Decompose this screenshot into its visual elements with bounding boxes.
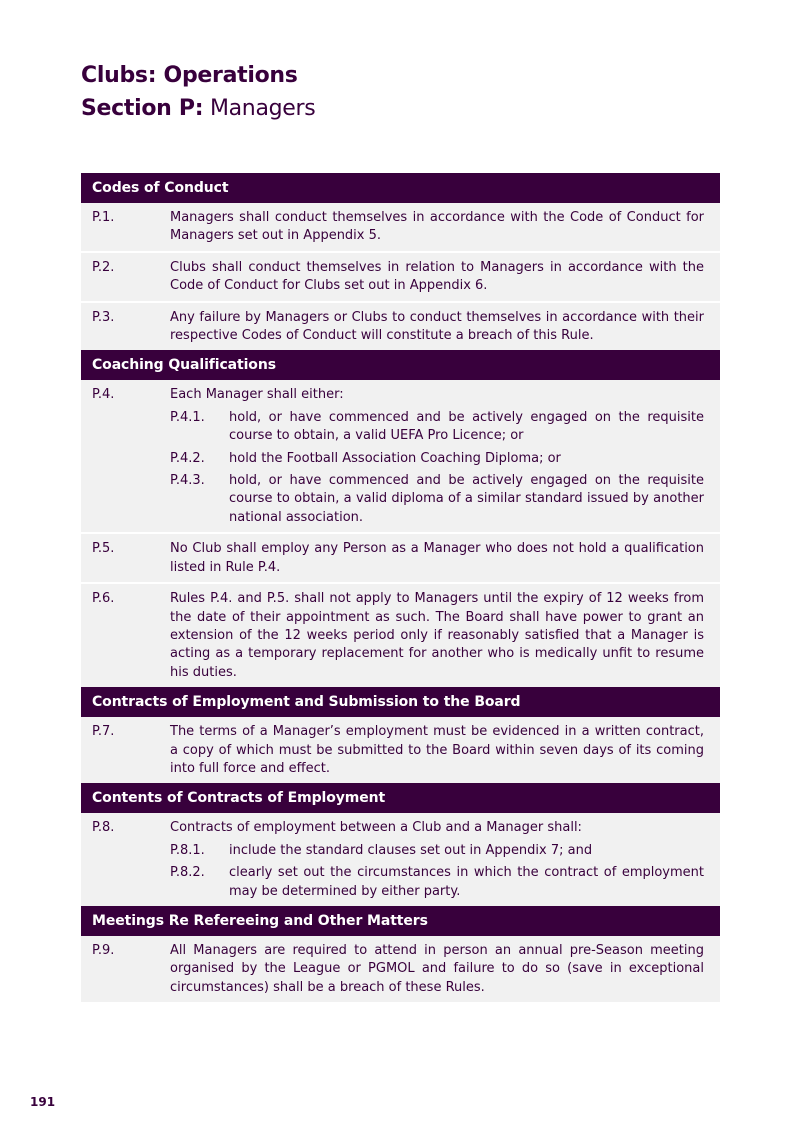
rule-row — [81, 532, 720, 582]
section-heading: Codes of Conduct — [81, 173, 720, 203]
rule-row — [81, 380, 720, 532]
rule-text: No Club shall employ any Person as a Manager who does not hold a qualification listed in Rule P.4. — [170, 541, 704, 575]
page-number: 191 — [30, 1095, 56, 1109]
rule-text: The terms of a Manager’s employment must be evidenced in a written contract, a copy of which must be submitted to the Board within seven days of its coming into full force and effect. — [170, 724, 704, 776]
sub-rule-number: P.8.1. — [170, 842, 205, 858]
rule-number: P.9. — [92, 942, 115, 958]
rule-number: P.4. — [92, 387, 115, 403]
sub-rule-text: hold, or have commenced and be actively engaged on the requisite course to obtain, a valid diploma of a similar standard issued by another national association. — [229, 473, 704, 525]
section-heading: Coaching Qualifications — [81, 350, 720, 380]
sub-rule — [170, 472, 704, 527]
rule-text: All Managers are required to attend in person an annual pre-Season meeting organised by the League or PGMOL and failure to do so (save in exceptional circumstances) shall be a breach of these Rules. — [170, 942, 704, 995]
section-label: Section P: — [81, 96, 204, 121]
rule-row — [81, 251, 720, 301]
title-chapter: Clubs: Operations — [81, 63, 298, 88]
rule-row — [81, 203, 720, 251]
sub-rule-number: P.4.1. — [170, 409, 205, 425]
rule-number: P.8. — [92, 820, 115, 836]
sub-rule — [170, 842, 704, 860]
section-contents-of-contracts — [81, 783, 720, 906]
sub-rule-number: P.8.2. — [170, 865, 205, 881]
section-name: Managers — [209, 96, 316, 121]
rule-number: P.6. — [92, 591, 115, 607]
rule-text: Contracts of employment between a Club and a Manager shall: — [170, 820, 582, 836]
section-heading: Contents of Contracts of Employment — [81, 783, 720, 813]
sub-rule-text: hold, or have commenced and be actively engaged on the requisite course to obtain, a valid UEFA Pro Licence; or — [229, 409, 704, 444]
section-codes-of-conduct — [81, 173, 720, 350]
section-meetings-refereeing — [81, 906, 720, 1002]
sub-rule-text: clearly set out the circumstances in which the contract of employment may be determined by either party. — [229, 865, 704, 899]
rule-row — [81, 717, 720, 783]
rules-table — [81, 173, 720, 1002]
rule-number: P.1. — [92, 210, 115, 225]
rule-row — [81, 936, 720, 1002]
rule-text: Managers shall conduct themselves in accordance with the Code of Conduct for Managers set out in Appendix 5. — [170, 210, 704, 244]
sub-rule-number: P.4.3. — [170, 473, 205, 489]
title-section — [81, 92, 315, 126]
sub-rule — [170, 409, 704, 446]
section-coaching-qualifications — [81, 350, 720, 687]
sub-rule-text: hold the Football Association Coaching Diploma; or — [229, 450, 561, 466]
rule-row — [81, 301, 720, 351]
rule-number: P.3. — [92, 309, 115, 325]
sub-rule — [170, 450, 704, 468]
sub-rule-text: include the standard clauses set out in Appendix 7; and — [229, 842, 593, 858]
rule-text: Rules P.4. and P.5. shall not apply to Managers until the expiry of 12 weeks from the date of their appointment as such. The Board shall have power to grant an extension of the 12 weeks period only if reasonably satisfied that a Manager is acting as a temporary replacement for another who is medically unfit to resume his duties. — [170, 591, 704, 680]
rule-number: P.2. — [92, 259, 115, 275]
rule-row — [81, 813, 720, 906]
section-contracts-submission — [81, 687, 720, 783]
sub-rule-number: P.4.2. — [170, 450, 205, 466]
sub-rule — [170, 864, 704, 901]
page-title — [81, 60, 315, 126]
rule-number: P.5. — [92, 541, 115, 557]
section-heading: Contracts of Employment and Submission to the Board — [81, 687, 720, 717]
rule-number: P.7. — [92, 724, 115, 740]
rule-text: Each Manager shall either: — [170, 387, 344, 403]
rule-row — [81, 582, 720, 687]
rule-text: Clubs shall conduct themselves in relation to Managers in accordance with the Code of Conduct for Clubs set out in Appendix 6. — [170, 259, 704, 294]
section-heading: Meetings Re Refereeing and Other Matters — [81, 906, 720, 936]
rule-text: Any failure by Managers or Clubs to conduct themselves in accordance with their respective Codes of Conduct will constitute a breach of this Rule. — [170, 309, 704, 344]
